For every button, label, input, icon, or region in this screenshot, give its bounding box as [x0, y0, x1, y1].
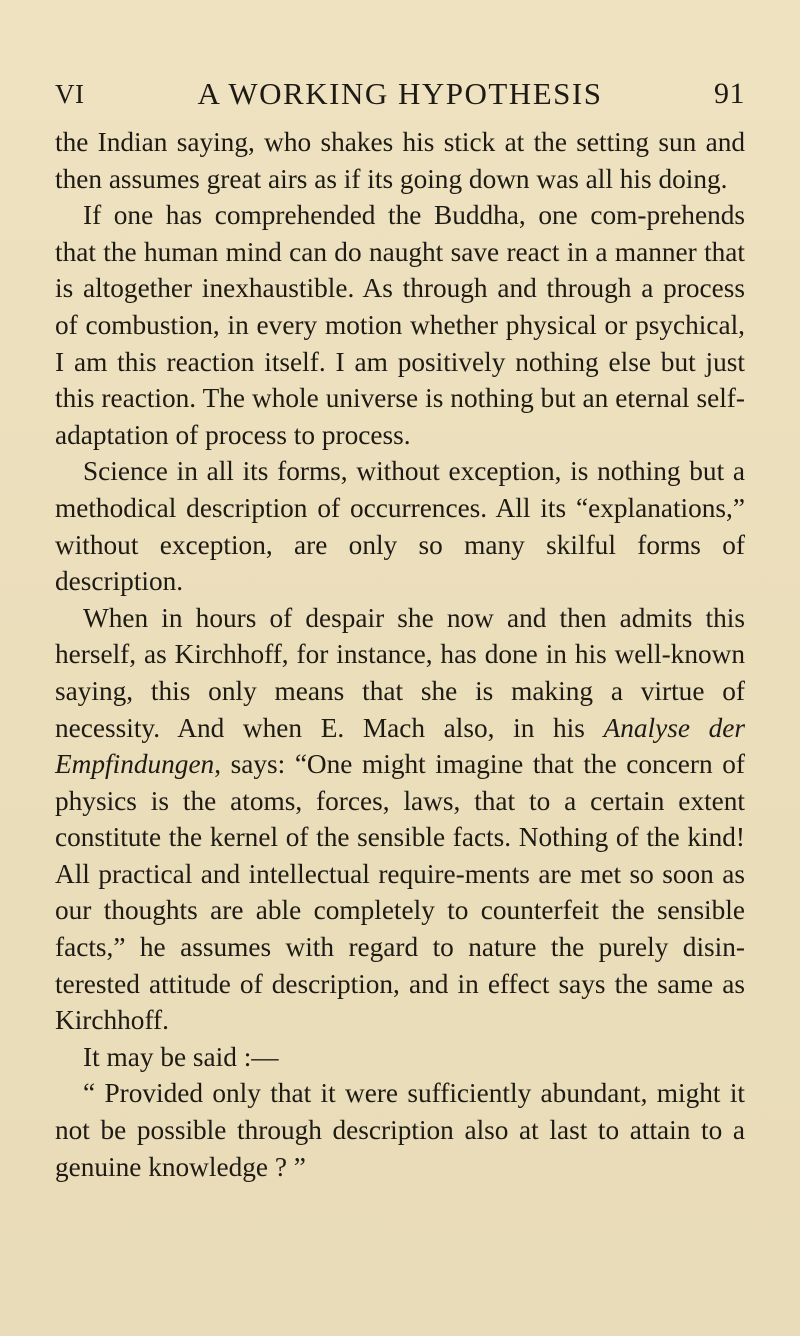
paragraph-may-be-said: It may be said :— [83, 1041, 279, 1072]
body-text [55, 124, 745, 1185]
paragraph-mach-text-after: , says: “One might imagine that the concern of physics is the atoms, forces, laws, that to a certain extent constitute the kernel of the sensible facts. Nothing of the kind! All practical and intellectual require-ments are met so soon as our thoughts are able completely to counterfeit the sensible facts,” he assumes with regard to nature the purely disin-terested attitude of description, and in effect says the same as Kirchhoff. [55, 749, 745, 1036]
page-number: 91 [714, 77, 745, 110]
paragraph-mach-text-before: When in hours of despair she now and then admits this herself, as Kirchhoff, for instance, has done in his well-known saying, this only means that she is making a virtue of necessity. And when E. Mach also, in his [55, 602, 745, 743]
paragraph-mach-quote [55, 600, 745, 1039]
book-title-italic: Analyse der Empfindungen [55, 712, 745, 780]
paragraph-question-quote: “ Provided only that it were sufficiently abundant, might it not be possible through description also at last to attain to a genuine knowledge ? ” [55, 1078, 745, 1182]
paragraph-continuation: the Indian saying, who shakes his stick at the setting sun and then assumes great airs as if its going down was all his doing. [55, 127, 745, 194]
running-header [55, 74, 745, 114]
paragraph-buddha: If one has comprehended the Buddha, one com-prehends that the human mind can do naught save react in a manner that is altogether inexhaustible. As through and through a process of combustion, in every motion whether physical or psychical, I am this reaction itself. I am positively nothing else but just this reaction. The whole universe is nothing but an eternal self-adaptation of process to process. [55, 200, 745, 450]
chapter-number: VI [55, 79, 85, 109]
paragraph-science: Science in all its forms, without exception, is nothing but a methodical description of occurrences. All its “explanations,” without exception, are only so many skilful forms of description. [55, 456, 745, 597]
running-title: A WORKING HYPOTHESIS [197, 76, 603, 111]
